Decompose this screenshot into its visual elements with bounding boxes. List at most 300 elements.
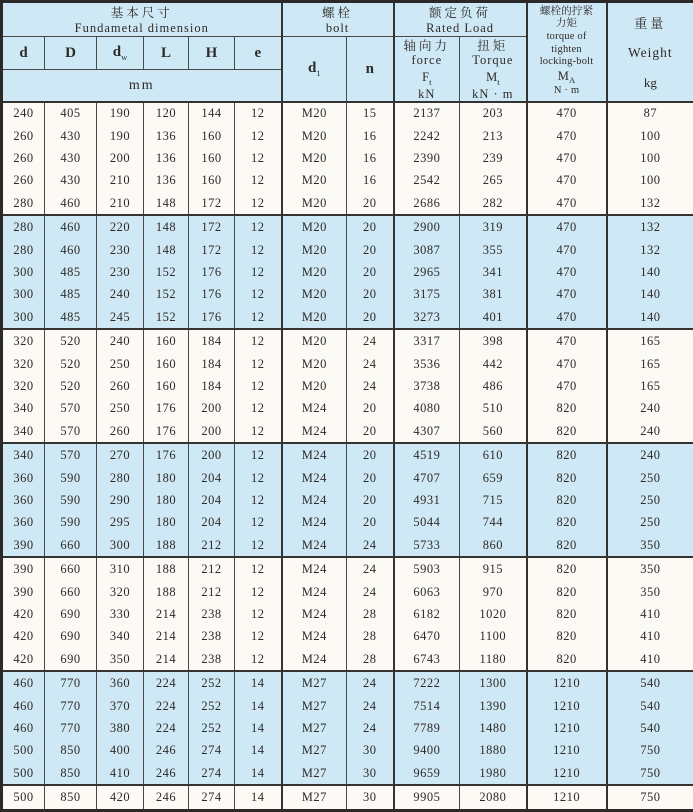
cell-dw: 295 — [97, 512, 144, 534]
cell-tightening-torque-MA-Nm: 820 — [527, 398, 607, 420]
cell-d: 340 — [13, 401, 34, 416]
cell-d1: M24 — [282, 398, 347, 420]
cell-tightening-torque-MA-Nm: 1210 — [527, 740, 607, 762]
torque-label-zh: 扭矩 — [477, 38, 509, 53]
cell-D: 570 — [45, 398, 97, 420]
tightening-torque-unit: N · m — [553, 85, 580, 97]
cell-L: 120 — [144, 102, 189, 125]
cell-e: 14 — [235, 762, 282, 785]
header-col-axial-force — [394, 37, 460, 102]
cell-e: 12 — [235, 512, 282, 534]
cell-L: 136 — [144, 125, 189, 147]
cell-force-Ft-kN: 2390 — [394, 147, 460, 169]
cell-d1: M20 — [282, 306, 347, 329]
cell-H: 172 — [189, 192, 235, 215]
cell-H: 252 — [189, 671, 235, 694]
cell-torque-Mt-kNm: 2080 — [460, 785, 527, 810]
cell-tightening-torque-MA-Nm: 470 — [527, 261, 607, 283]
cell-weight-kg: 100 — [607, 170, 693, 192]
cell-D: 460 — [45, 192, 97, 215]
cell-e: 14 — [235, 671, 282, 694]
cell-D: 520 — [45, 329, 97, 352]
header-col-D: D — [45, 37, 97, 70]
cell-D: 590 — [45, 489, 97, 511]
cell-D: 660 — [45, 534, 97, 557]
cell-torque-Mt-kNm: 1100 — [460, 626, 527, 648]
cell-force-Ft-kN: 3087 — [394, 239, 460, 261]
cell-torque-Mt-kNm: 213 — [460, 125, 527, 147]
cell-H: 184 — [189, 375, 235, 397]
cell-weight-kg: 540 — [607, 717, 693, 739]
cell-tightening-torque-MA-Nm: 1210 — [527, 671, 607, 694]
cell-dw: 240 — [97, 329, 144, 352]
cell-tightening-torque-MA-Nm: 820 — [527, 603, 607, 625]
cell-L: 214 — [144, 603, 189, 625]
cell-d: 320 — [13, 378, 34, 393]
cell-weight-kg: 350 — [607, 557, 693, 580]
cell-d1: M27 — [282, 762, 347, 785]
table-row — [2, 398, 693, 420]
cell-tightening-torque-MA-Nm: 470 — [527, 125, 607, 147]
cell-e: 12 — [235, 284, 282, 306]
cell-dw: 210 — [97, 192, 144, 215]
cell-d: 260 — [13, 150, 34, 165]
cell-force-Ft-kN: 2900 — [394, 215, 460, 238]
cell-L: 160 — [144, 375, 189, 397]
cell-D: 770 — [45, 717, 97, 739]
cell-torque-Mt-kNm: 282 — [460, 192, 527, 215]
cell-d: 420 — [13, 651, 34, 666]
cell-force-Ft-kN: 5044 — [394, 512, 460, 534]
cell-tightening-torque-MA-Nm: 1210 — [527, 695, 607, 717]
table-row — [2, 695, 693, 717]
cell-d1: M20 — [282, 284, 347, 306]
cell-D: 520 — [45, 353, 97, 375]
cell-dw: 360 — [97, 671, 144, 694]
cell-d: 360 — [2, 467, 45, 489]
cell-n: 30 — [347, 785, 394, 810]
header-group-row — [2, 2, 693, 37]
cell-H: 176 — [189, 261, 235, 283]
cell-n: 28 — [347, 648, 394, 671]
cell-torque-Mt-kNm: 744 — [460, 512, 527, 534]
cell-H: 160 — [189, 147, 235, 169]
cell-n: 30 — [347, 740, 394, 762]
cell-torque-Mt-kNm: 319 — [460, 215, 527, 238]
cell-tightening-torque-MA-Nm: 470 — [527, 239, 607, 261]
table-row — [2, 762, 693, 785]
cell-weight-kg: 410 — [607, 603, 693, 625]
cell-torque-Mt-kNm: 510 — [460, 398, 527, 420]
cell-L: 160 — [144, 329, 189, 352]
axial-force-label-zh: 轴向力 — [403, 38, 451, 53]
cell-D: 770 — [45, 695, 97, 717]
axial-force-label-en: force — [411, 53, 443, 68]
cell-H: 274 — [189, 762, 235, 785]
cell-force-Ft-kN: 4707 — [394, 467, 460, 489]
cell-e: 12 — [235, 170, 282, 192]
cell-H: 172 — [189, 215, 235, 238]
cell-n: 20 — [347, 284, 394, 306]
cell-D: 460 — [45, 239, 97, 261]
cell-d1: M24 — [282, 581, 347, 603]
cell-d1: M24 — [282, 443, 347, 466]
cell-H: 172 — [189, 239, 235, 261]
cell-L: 188 — [144, 581, 189, 603]
cell-force-Ft-kN: 3273 — [394, 306, 460, 329]
cell-L: 160 — [144, 353, 189, 375]
cell-d1: M20 — [282, 375, 347, 397]
cell-tightening-torque-MA-Nm: 470 — [527, 284, 607, 306]
cell-d: 500 — [2, 740, 45, 762]
cell-D: 570 — [45, 420, 97, 443]
cell-d: 420 — [13, 629, 34, 644]
axial-force-symbol: $F_t$ — [422, 69, 432, 87]
cell-e: 12 — [235, 239, 282, 261]
cell-torque-Mt-kNm: 659 — [460, 467, 527, 489]
tightening-torque-zh-line1: 螺栓的拧紧 — [539, 5, 594, 17]
header-group-rated-load — [394, 2, 527, 37]
cell-d1: M24 — [282, 626, 347, 648]
cell-torque-Mt-kNm: 860 — [460, 534, 527, 557]
header-col-H: H — [189, 37, 235, 70]
cell-L: 152 — [144, 306, 189, 329]
cell-n: 20 — [347, 306, 394, 329]
cell-tightening-torque-MA-Nm: 1210 — [527, 762, 607, 785]
cell-H: 160 — [189, 125, 235, 147]
cell-dw: 250 — [97, 353, 144, 375]
cell-tightening-torque-MA-Nm: 820 — [527, 443, 607, 466]
table-row — [2, 329, 693, 352]
cell-n: 20 — [347, 443, 394, 466]
cell-d1: M20 — [282, 353, 347, 375]
cell-n: 24 — [347, 534, 394, 557]
cell-n: 20 — [347, 261, 394, 283]
cell-force-Ft-kN: 6743 — [394, 648, 460, 671]
cell-L: 176 — [144, 398, 189, 420]
tightening-torque-en-line3: locking-bolt — [539, 56, 594, 68]
cell-d: 420 — [13, 606, 34, 621]
cell-force-Ft-kN: 6470 — [394, 626, 460, 648]
cell-L: 224 — [144, 695, 189, 717]
cell-d1: M20 — [282, 192, 347, 215]
header-group-basic-dimension — [2, 2, 282, 37]
cell-D: 405 — [45, 102, 97, 125]
cell-L: 180 — [144, 467, 189, 489]
cell-torque-Mt-kNm: 610 — [460, 443, 527, 466]
cell-torque-Mt-kNm: 715 — [460, 489, 527, 511]
cell-D: 590 — [45, 512, 97, 534]
cell-e: 12 — [235, 648, 282, 671]
cell-force-Ft-kN: 7514 — [394, 695, 460, 717]
cell-tightening-torque-MA-Nm: 470 — [527, 375, 607, 397]
table-row — [2, 102, 693, 125]
cell-weight-kg: 350 — [607, 534, 693, 557]
cell-force-Ft-kN: 6182 — [394, 603, 460, 625]
cell-D: 850 — [45, 785, 97, 810]
header-col-d1: $d_1$ — [282, 37, 347, 102]
cell-n: 20 — [347, 239, 394, 261]
cell-D: 430 — [45, 125, 97, 147]
cell-weight-kg: 87 — [607, 102, 693, 125]
cell-H: 212 — [189, 534, 235, 557]
table-row — [2, 785, 693, 810]
cell-L: 148 — [144, 215, 189, 238]
header-unit-mm: mm — [2, 70, 282, 102]
cell-force-Ft-kN: 2242 — [394, 125, 460, 147]
cell-dw: 270 — [97, 443, 144, 466]
table-row — [2, 717, 693, 739]
cell-d: 390 — [2, 534, 45, 557]
table-row — [2, 170, 693, 192]
cell-L: 246 — [144, 762, 189, 785]
cell-force-Ft-kN: 2965 — [394, 261, 460, 283]
cell-force-Ft-kN: 9400 — [394, 740, 460, 762]
cell-dw: 260 — [97, 375, 144, 397]
cell-L: 180 — [144, 489, 189, 511]
cell-d1: M20 — [282, 147, 347, 169]
cell-torque-Mt-kNm: 1880 — [460, 740, 527, 762]
cell-d: 500 — [2, 762, 45, 785]
cell-weight-kg: 250 — [607, 512, 693, 534]
cell-weight-kg: 410 — [607, 626, 693, 648]
cell-tightening-torque-MA-Nm: 820 — [527, 557, 607, 580]
header-col-tightening-torque — [527, 2, 607, 102]
table-row — [2, 125, 693, 147]
table-row — [2, 467, 693, 489]
cell-weight-kg: 540 — [607, 671, 693, 694]
table-header — [2, 2, 693, 102]
cell-force-Ft-kN: 4307 — [394, 420, 460, 443]
tightening-torque-symbol: $M_A$ — [557, 68, 576, 85]
cell-n: 20 — [347, 398, 394, 420]
cell-dw: 230 — [97, 239, 144, 261]
cell-weight-kg: 132 — [607, 239, 693, 261]
cell-d1: M27 — [282, 740, 347, 762]
cell-n: 30 — [347, 762, 394, 785]
cell-weight-kg: 350 — [607, 581, 693, 603]
cell-L: 148 — [144, 239, 189, 261]
cell-d1: M20 — [282, 170, 347, 192]
cell-tightening-torque-MA-Nm: 1210 — [527, 785, 607, 810]
cell-e: 12 — [235, 603, 282, 625]
cell-d1: M24 — [282, 512, 347, 534]
cell-d: 460 — [2, 717, 45, 739]
table-row — [2, 261, 693, 283]
cell-force-Ft-kN: 5733 — [394, 534, 460, 557]
axial-force-unit: kN — [418, 87, 436, 102]
table-row — [2, 215, 693, 238]
cell-tightening-torque-MA-Nm: 820 — [527, 420, 607, 443]
cell-dw: 320 — [97, 581, 144, 603]
cell-e: 12 — [235, 375, 282, 397]
table-row — [2, 603, 693, 625]
cell-D: 460 — [45, 215, 97, 238]
cell-d: 360 — [2, 489, 45, 511]
cell-d1: M24 — [282, 603, 347, 625]
cell-weight-kg: 250 — [607, 467, 693, 489]
cell-H: 160 — [189, 170, 235, 192]
cell-H: 200 — [189, 443, 235, 466]
cell-H: 176 — [189, 306, 235, 329]
cell-n: 20 — [347, 420, 394, 443]
cell-weight-kg: 540 — [607, 695, 693, 717]
header-col-dw: $d_w$ — [97, 37, 144, 70]
weight-unit: kg — [643, 74, 657, 90]
weight-label-zh: 重量 — [634, 15, 667, 31]
cell-e: 14 — [235, 717, 282, 739]
cell-weight-kg: 140 — [607, 284, 693, 306]
cell-d1: M20 — [282, 215, 347, 238]
cell-dw: 310 — [97, 557, 144, 580]
cell-d: 390 — [13, 584, 34, 599]
cell-d: 340 — [2, 443, 45, 466]
cell-torque-Mt-kNm: 265 — [460, 170, 527, 192]
tightening-torque-en-line1: torque of — [546, 31, 587, 43]
cell-D: 485 — [45, 284, 97, 306]
cell-n: 20 — [347, 215, 394, 238]
cell-D: 690 — [45, 648, 97, 671]
cell-d1: M27 — [282, 671, 347, 694]
cell-e: 12 — [235, 398, 282, 420]
cell-e: 12 — [235, 125, 282, 147]
cell-dw: 190 — [97, 102, 144, 125]
cell-D: 520 — [45, 375, 97, 397]
cell-d: 320 — [2, 329, 45, 352]
cell-weight-kg: 100 — [607, 147, 693, 169]
cell-H: 252 — [189, 695, 235, 717]
cell-weight-kg: 750 — [607, 762, 693, 785]
cell-H: 200 — [189, 420, 235, 443]
cell-force-Ft-kN: 2686 — [394, 192, 460, 215]
cell-d1: M20 — [282, 239, 347, 261]
cell-L: 136 — [144, 170, 189, 192]
cell-n: 24 — [347, 375, 394, 397]
cell-L: 148 — [144, 192, 189, 215]
cell-H: 184 — [189, 353, 235, 375]
cell-D: 430 — [45, 147, 97, 169]
cell-H: 238 — [189, 648, 235, 671]
table-row — [2, 626, 693, 648]
cell-n: 16 — [347, 125, 394, 147]
cell-D: 430 — [45, 170, 97, 192]
cell-weight-kg: 132 — [607, 192, 693, 215]
cell-dw: 290 — [97, 489, 144, 511]
cell-force-Ft-kN: 9659 — [394, 762, 460, 785]
cell-H: 184 — [189, 329, 235, 352]
cell-H: 212 — [189, 581, 235, 603]
cell-tightening-torque-MA-Nm: 470 — [527, 329, 607, 352]
table-row — [2, 375, 693, 397]
cell-L: 188 — [144, 557, 189, 580]
cell-D: 590 — [45, 467, 97, 489]
cell-weight-kg: 750 — [607, 785, 693, 810]
cell-e: 12 — [235, 329, 282, 352]
header-col-weight — [607, 2, 693, 102]
cell-d1: M24 — [282, 489, 347, 511]
cell-d: 460 — [2, 695, 45, 717]
cell-D: 850 — [45, 740, 97, 762]
cell-d: 500 — [2, 785, 45, 810]
cell-H: 176 — [189, 284, 235, 306]
cell-e: 14 — [235, 740, 282, 762]
cell-H: 204 — [189, 489, 235, 511]
cell-e: 12 — [235, 534, 282, 557]
cell-torque-Mt-kNm: 401 — [460, 306, 527, 329]
cell-dw: 190 — [97, 125, 144, 147]
cell-L: 180 — [144, 512, 189, 534]
cell-d: 280 — [13, 195, 34, 210]
cell-force-Ft-kN: 3175 — [394, 284, 460, 306]
cell-d: 460 — [2, 671, 45, 694]
table-row — [2, 489, 693, 511]
cell-tightening-torque-MA-Nm: 470 — [527, 102, 607, 125]
cell-tightening-torque-MA-Nm: 470 — [527, 147, 607, 169]
cell-force-Ft-kN: 2137 — [394, 102, 460, 125]
cell-n: 28 — [347, 626, 394, 648]
bolt-label-zh: 螺栓 — [322, 6, 354, 20]
cell-dw: 330 — [97, 603, 144, 625]
rated-load-label-zh: 额定负荷 — [429, 6, 492, 20]
cell-n: 24 — [347, 581, 394, 603]
cell-dw: 300 — [97, 534, 144, 557]
cell-H: 204 — [189, 512, 235, 534]
table-row — [2, 306, 693, 329]
cell-d1: M20 — [282, 125, 347, 147]
cell-e: 12 — [235, 557, 282, 580]
cell-weight-kg: 140 — [607, 306, 693, 329]
cell-force-Ft-kN: 7789 — [394, 717, 460, 739]
basic-dimension-label-en: Fundametal dimension — [74, 21, 209, 35]
cell-tightening-torque-MA-Nm: 820 — [527, 489, 607, 511]
cell-n: 24 — [347, 353, 394, 375]
cell-e: 12 — [235, 215, 282, 238]
cell-weight-kg: 165 — [607, 375, 693, 397]
cell-dw: 260 — [97, 420, 144, 443]
cell-D: 690 — [45, 626, 97, 648]
cell-weight-kg: 240 — [607, 398, 693, 420]
header-col-e: e — [235, 37, 282, 70]
cell-d: 260 — [13, 128, 34, 143]
table-row — [2, 353, 693, 375]
header-col-L: L — [144, 37, 189, 70]
cell-H: 274 — [189, 785, 235, 810]
cell-tightening-torque-MA-Nm: 1210 — [527, 717, 607, 739]
basic-dimension-label-zh: 基本尺寸 — [110, 6, 173, 20]
cell-d1: M20 — [282, 102, 347, 125]
cell-d: 280 — [2, 215, 45, 238]
cell-e: 12 — [235, 353, 282, 375]
cell-H: 212 — [189, 557, 235, 580]
cell-dw: 370 — [97, 695, 144, 717]
cell-d1: M24 — [282, 467, 347, 489]
cell-dw: 200 — [97, 147, 144, 169]
tightening-torque-zh-line2: 力矩 — [555, 18, 578, 30]
table-row — [2, 740, 693, 762]
cell-e: 12 — [235, 192, 282, 215]
cell-torque-Mt-kNm: 486 — [460, 375, 527, 397]
cell-d: 360 — [2, 512, 45, 534]
cell-d: 390 — [2, 557, 45, 580]
cell-H: 200 — [189, 398, 235, 420]
cell-d1: M27 — [282, 785, 347, 810]
cell-H: 274 — [189, 740, 235, 762]
cell-tightening-torque-MA-Nm: 820 — [527, 626, 607, 648]
cell-weight-kg: 140 — [607, 261, 693, 283]
cell-force-Ft-kN: 4080 — [394, 398, 460, 420]
cell-n: 24 — [347, 695, 394, 717]
cell-torque-Mt-kNm: 203 — [460, 102, 527, 125]
